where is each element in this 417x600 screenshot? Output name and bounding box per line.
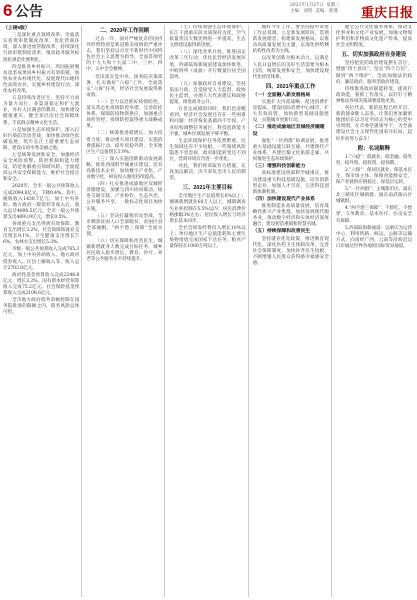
paragraph: 市级一般公共预算收入完成765.3亿元，加上中央补助收入、地方政府债券收入、区县上解收入等，收入总计2703.8亿元。 [3,247,80,271]
paragraph: 3.“一区两群”：主城都市区、渝东北三峡库区城镇群、渝东南武陵山区城镇群。 [335,187,413,205]
paragraph: 政府性基金预算收入完成2346.8亿元，增长3.2%。国有资本经营预算收入完成75.2亿元。社会保险基金预算收入完成2108.6亿元。 [3,272,80,297]
paragraph: 做好今年工作，要坚持稳中求进工作总基调，立足新发展阶段，贯彻新发展理念，构建新发展格局，以推动高质量发展为主题，以深化供给侧结构性改革为主线。 [252,25,329,55]
section-heading: 二、2020年工作回顾 [99,28,150,34]
section-heading: （二）推动成渝地区双城经济圈建设 [252,125,325,137]
text-column [169,25,248,597]
paragraph: 高标准建设西部科学城重庆，推动建设重大科技基础设施，培育创新型企业，加强人才引育，完善科技创新体制机制。 [252,171,329,195]
paragraph: 以改革创新为根本动力，以满足人民日益增长的美好生活需要为根本目的，统筹发展和安全，加快建设现代化经济体系。 [252,56,329,80]
paragraph: 2.“六保”：保居民就业、保基本民生、保市场主体、保粮食能源安全、保产业链供应链稳定、保基层运转。 [335,167,413,185]
paragraph: 推进制造业高质量发展，培育战略性新兴产业集群，加快发展现代服务业，推动数字经济和实体经济深度融合，建设智造重镇和智慧名城。 [252,203,329,228]
paragraph: 坚持就业优先政策，推进教育现代化，深化医药卫生体制改革，完善社会保障制度，加快补齐民生短板，不断增强人民群众获得感幸福感安全感。 [252,236,329,266]
section-heading: （三）增强科技创新能力 [252,164,306,170]
paragraph: 坚决落实党中央、国务院决策部署，扎实做好“六稳”工作、全面落实“六保”任务，经济社会发展取得新成效。 [86,74,163,98]
paragraph: 持续推进政府职能转变，提高行政效能，狠抓工作落实，以钉钉子精神推动各项决策部署落地见效。 [335,86,413,104]
page-number: 6 [3,1,13,20]
section-heading: 四、2021年重点工作 [265,83,316,90]
paragraph: 对此，我们将采取有力措施，认真加以解决，决不辜负全市人民的期望。 [169,164,246,182]
paragraph: 2020年，全市一般公共预算收入完成2094.8亿元，下降0.4%。其中，税收收入1430.7亿元。加上中央补助、地方政府一般债券等收入后，收入总计4890.5亿元。全市一般公共预算支出4893.9亿元，增长0.5%。 [3,184,80,220]
section-heading: （四）加快建设现代产业体系 [252,196,315,202]
paragraph: （八）深化改革开放。推进国企改革三年行动，优化民营经济发展环境，西部陆海新通道建设加快推进，中欧班列（成渝）开行数量位居全国前列。 [169,50,246,80]
section-heading: 附：名词解释 [357,145,391,152]
section-heading: 五、切实加强政府自身建设 [341,52,407,59]
paragraph: 全市地区生产总值增长6%以上；城镇新增就业60万人以上，城镇调查失业率控制在5.5%以内；居民消费价格涨幅3%左右；居民收入增长与经济增长基本同步。 [169,194,246,224]
paragraph: （二）统筹推进稳增长。加大投资力度，推动重大项目建设，实施消费提振行动，稳外贸稳外资，全市地区生产总值增长3.9%。 [86,131,163,155]
article-columns [3,25,414,597]
text-column [336,25,414,597]
paragraph: （七）持续加强生态环境保护。长江干流重庆段水质保持为优，空气质量优良天数比例进一步提高，生态文明建设取得新进展。 [169,25,246,49]
text-column [3,25,82,597]
paragraph: 全市地方政府债务余额控制在国务院批准的限额之内，债务风险总体可控。 [3,298,80,316]
section-heading: （上接5版） [3,26,30,31]
date-line: 2021年1月27日 星期三 [290,3,340,8]
section-title: 公告 [15,3,43,19]
paragraph: 强化“一区两群”协调发展，推进重大基础设施互联互通，共建现代产业体系，共建巴蜀文化旅游走廊，共同推进生态环境保护。 [252,138,329,163]
page-header [0,0,417,23]
paragraph: （四）扎实推进成渝地区双城经济圈建设。加强与四川协同联动，推进交通互联、产业协作、生态共治、公共服务共享，一批标志性项目加快实施。 [86,182,163,212]
paragraph: 实施扩大内需战略，促进消费扩容提质，建设国际消费中心城市，扩大有效投资，加快新型基础设施建设，实施城市更新行动。 [252,100,329,124]
paragraph: 坚持把党的政治建设摆在首位，增强“四个意识”、坚定“四个自信”、做到“两个维护”，全面加强法治政府、廉洁政府、服务型政府建设。 [335,61,413,85]
paragraph: 六是加强生态环境保护。深入打好污染防治攻坚战，加快推动绿色低碳发展，筑牢长江上游重要生态屏障，建设山清水秀美丽之地。 [3,127,80,151]
paragraph: （九）加强政府自身建设。坚持依法行政，自觉接受人大监督、政协民主监督，办理人大代表建议和政协提案，推进政务公开。 [169,81,246,106]
text-column [253,25,332,597]
header-meta [290,3,340,15]
paragraph: 1.“六稳”：稳就业、稳金融、稳外贸、稳外资、稳投资、稳预期。 [335,154,413,166]
paragraph: 各位代表，新的征程已经开启，新的使命催人奋进。让我们更加紧密地团结在以习近平同志为核心的党中央周围，在市委坚强领导下，为全面建设社会主义现代化国家开好局、起好步而努力奋斗！ [335,106,413,142]
paragraph: （五）坚决打赢脱贫攻坚战。全市剩余贫困人口全部脱贫，贫困区县全部摘帽，“两不愁三保障”全面实现。 [86,213,163,237]
editor-line: 主编：刘明 美编：郭燕 [290,9,338,14]
paragraph: （六）切实保障和改善民生。城镇新增就业人数完成目标任务，城乡居民收入稳步增长，教育、医疗、养老等公共服务水平持续提升。 [86,239,163,263]
text-column [86,25,165,597]
paragraph: 健全公共文化服务体系，推动文化事业和文化产业发展，加强文物保护利用和非物质文化遗产传承，提高社会文明程度。 [335,25,413,49]
paragraph: 七是统筹发展和安全。加强经济安全风险预警、防控机制和能力建设，防范化解重点领域风险，全面提高公共安全保障能力，维护社会稳定和安全。 [3,152,80,183]
paragraph: 各项重点支出得到有效保障。教育支出增长3.2%，社会保障和就业支出增长9.1%，卫生健康支出增长7.6%，农林水支出增长5.3%。 [3,222,80,246]
paragraph: （三）深入实施创新驱动发展战略。推进西部科学城重庆建设，培育高新技术企业，加快数字产业化、产业数字化，研发投入强度持续提高。 [86,156,163,181]
paragraph: 过去一年，面对严峻复杂的国内外形势特别是新冠肺炎疫情的严重冲击，我们坚持以习近平新时代中国特色社会主义思想为指导，全面贯彻党的十九大和十九届二中、三中、四中、五中全会精神。 [86,37,163,73]
paragraph: 三是深化重点领域改革。全面落实投资审批制度改革，优化营商环境，深入推进放管服改革，持续深化行政审批制度改革，推动政务服务标准化规范化便利化。 [3,33,80,63]
section-heading: （五）持续保障和改善民生 [252,229,311,235]
paragraph: 四是推进乡村振兴。巩固拓展脱贫攻坚成果同乡村振兴有效衔接，加快农业农村现代化，发展现代山地特色高效农业，实施乡村建设行动，深化农村改革。 [3,64,80,95]
paragraph: 全社会研发经费投入增长10%以上；单位地区生产总值能耗和主要污染物排放完成国家下达任务；粮食产量保持在1080万吨以上。 [169,225,246,250]
section-heading: （一）全面融入新发展格局 [252,92,311,98]
paragraph: 4.“两不愁三保障”：不愁吃、不愁穿，义务教育、基本医疗、住房安全有保障。 [335,206,413,224]
newspaper-logo: 重庆日报 [360,6,413,21]
paragraph: （一）全力以赴抓好疫情防控。落实常态化疫情防控举措，完善防控体系，保障防疫物资供应，加强重点场所管控，疫情防控取得重大战略成果。 [86,99,163,130]
section-heading: 三、2021年主要目标 [182,185,233,192]
paragraph: 5.西部陆海新通道：以重庆为运营中心，利用铁路、海运、公路等运输方式，向南经广西、云南等沿海沿边口岸通达世界各地的国际贸易通道。 [335,225,413,249]
paragraph: 生态环境保护任务依然繁重，民生领域还有不少短板，一些领域风险隐患不容忽视，政府职能转变还不到位，营商环境有待进一步优化。 [169,138,246,162]
paragraph: 五是持续改善民生。坚持尽力而为量力而行，多渠道稳定和扩大就业，办好人民满意的教育，加快建设健康重庆，健全多层次社会保障体系，丰富群众精神文化生活。 [3,96,80,126]
paragraph: 在肯定成绩的同时，我们也清醒看到，经济社会发展还存在一些困难和问题：经济恢复基础尚不牢固，产业结构调整任务艰巨，科技创新能力不强，城乡区域发展不够平衡。 [169,107,246,137]
